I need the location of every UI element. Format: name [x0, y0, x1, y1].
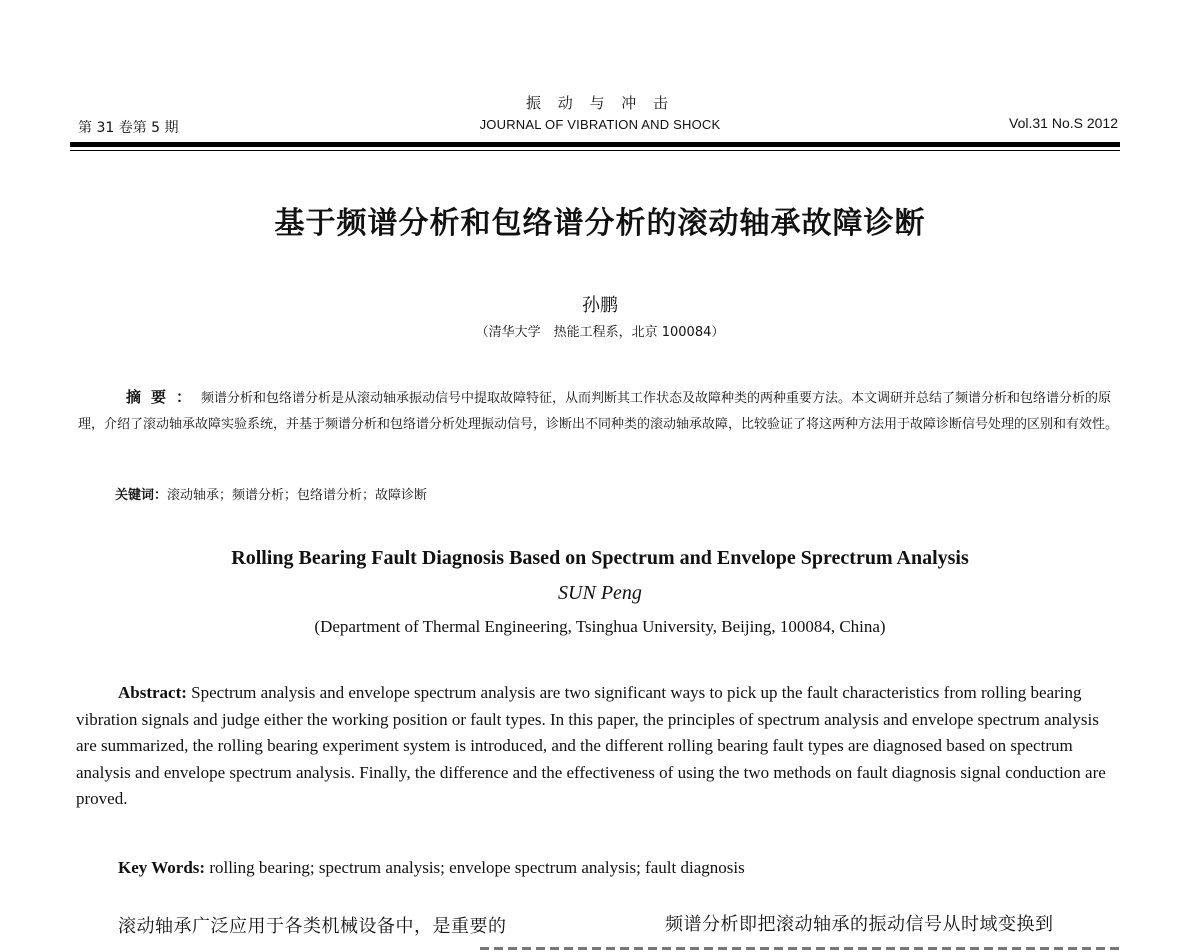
- journal-title-en: JOURNAL OF VIBRATION AND SHOCK: [479, 117, 721, 132]
- keywords-cn: [115, 484, 427, 503]
- volume-info: Vol.31 No.S 2012: [1009, 115, 1118, 131]
- paper-title-en: Rolling Bearing Fault Diagnosis Based on Spectrum and Envelope Sprectrum Analysis: [231, 547, 969, 569]
- keywords-en-text: rolling bearing; spectrum analysis; envelope spectrum analysis; fault diagnosis: [205, 858, 745, 877]
- abstract-cn: [78, 384, 1118, 438]
- body-column-right: 频谱分析即把滚动轴承的振动信号从时域变换到: [665, 914, 1054, 935]
- keywords-cn-label: 关键词：: [115, 488, 168, 503]
- keywords-en-label: Key Words:: [118, 858, 206, 877]
- header-rule-thick: [70, 142, 1120, 147]
- keywords-cn-text: 滚动轴承；频谱分析；包络谱分析；故障诊断: [167, 488, 428, 503]
- affiliation-en: (Department of Thermal Engineering, Tsinghua University, Beijing, 100084, China): [314, 617, 886, 636]
- body-column-left: 滚动轴承广泛应用于各类机械设备中，是重要的: [118, 916, 507, 937]
- journal-title-cn: 振 动 与 冲 击: [525, 94, 675, 112]
- header-rule-thin: [70, 150, 1120, 151]
- author-cn: 孙鹏: [582, 295, 618, 316]
- abstract-cn-text: 频谱分析和包络谱分析是从滚动轴承振动信号中提取故障特征，从而判断其工作状态及故障种类的两种重要方法。本文调研并总结了频谱分析和包络谱分析的原理，介绍了滚动轴承故障实验系统，并基于频谱分析和包络谱分析处理振动信号，诊断出不同种类的滚动轴承故障，比较验证了将这两种方法用于故障诊断信号处理的区别和有效性。: [78, 391, 1119, 432]
- abstract-en: [76, 680, 1121, 813]
- issue-number: 第 31 卷第 5 期: [78, 120, 179, 136]
- author-en: SUN Peng: [558, 582, 642, 604]
- cropped-text-line: [480, 944, 1120, 952]
- affiliation-cn: （清华大学 热能工程系，北京 100084）: [475, 325, 725, 340]
- abstract-cn-label: 摘要：: [126, 388, 202, 406]
- keywords-en: [118, 858, 745, 878]
- abstract-en-label: Abstract:: [118, 683, 187, 702]
- paper-title-cn: 基于频谱分析和包络谱分析的滚动轴承故障诊断: [274, 206, 926, 241]
- abstract-en-text: Spectrum analysis and envelope spectrum analysis are two significant ways to pick up the fault characteristics from rolling bearing vibration signals and judge either the working position or fault types. In this paper, the principles of spectrum analysis and envelope spectrum analysis are summarized, the rolling bearing experiment system is introduced, and the different rolling bearing fault types are diagnosed based on spectrum analysis and envelope spectrum analysis. Finally, the difference and the effectiveness of using the two methods on fault diagnosis signal conduction are proved.: [76, 683, 1106, 808]
